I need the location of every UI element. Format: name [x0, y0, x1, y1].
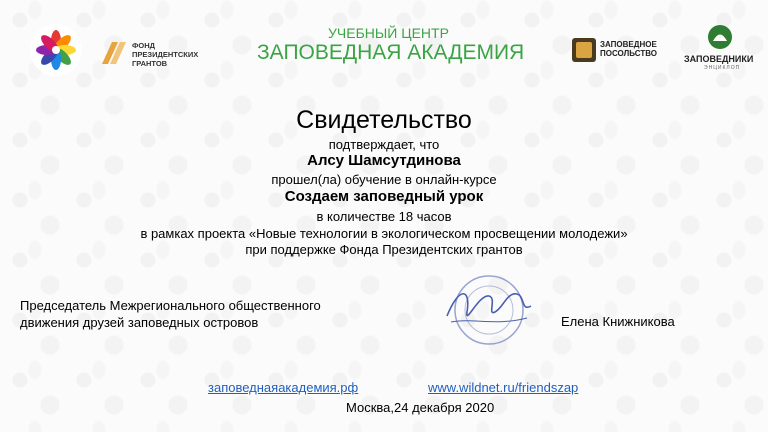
course-name: Создаем заповедный урок: [284, 188, 484, 205]
project-text: в рамках проекта «Новые технологии в экологическом просвещении молодежи»: [140, 226, 628, 241]
issue-place-date: [346, 400, 494, 415]
certificate-title: Свидетельство: [296, 106, 472, 134]
friends-of-reserves-logo: [28, 22, 84, 78]
academy-website-link[interactable]: заповеднаяакадемия.рф: [208, 380, 359, 395]
training-center-label: УЧЕБНЫЙ ЦЕНТР: [328, 25, 449, 41]
signer-position: Председатель Межрегионального общественного движения друзей заповедных островов: [20, 298, 321, 330]
issue-date: 24 декабря 2020: [394, 400, 495, 415]
reserve-embassy-logo: ЗАПОВЕДНОЕ ПОСОЛЬСТВО: [572, 36, 672, 64]
recipient-name: Алсу Шамсутдинова: [307, 152, 461, 169]
issue-city: Москва,: [346, 400, 394, 415]
signature-stamp: [437, 272, 537, 348]
support-text: при поддержке Фонда Президентских грантов: [245, 242, 523, 257]
reserves-encyclopedia-logo: ЗАПОВЕДНИКИ ЭНЦИКЛОП: [682, 24, 758, 74]
completed-text: прошел(ла) обучение в онлайн-курсе: [271, 172, 497, 187]
presidential-grants-logo: ФОНД ПРЕЗИДЕНТСКИХ ГРАНТОВ: [98, 38, 218, 72]
hours-text: в количестве 18 часов: [316, 209, 452, 224]
signer-name: Елена Книжникова: [561, 314, 675, 329]
friendszap-website-link[interactable]: www.wildnet.ru/friendszap: [428, 380, 579, 395]
academy-title: ЗАПОВЕДНАЯ АКАДЕМИЯ: [257, 41, 525, 64]
confirms-text: подтверждает, что: [328, 137, 440, 152]
